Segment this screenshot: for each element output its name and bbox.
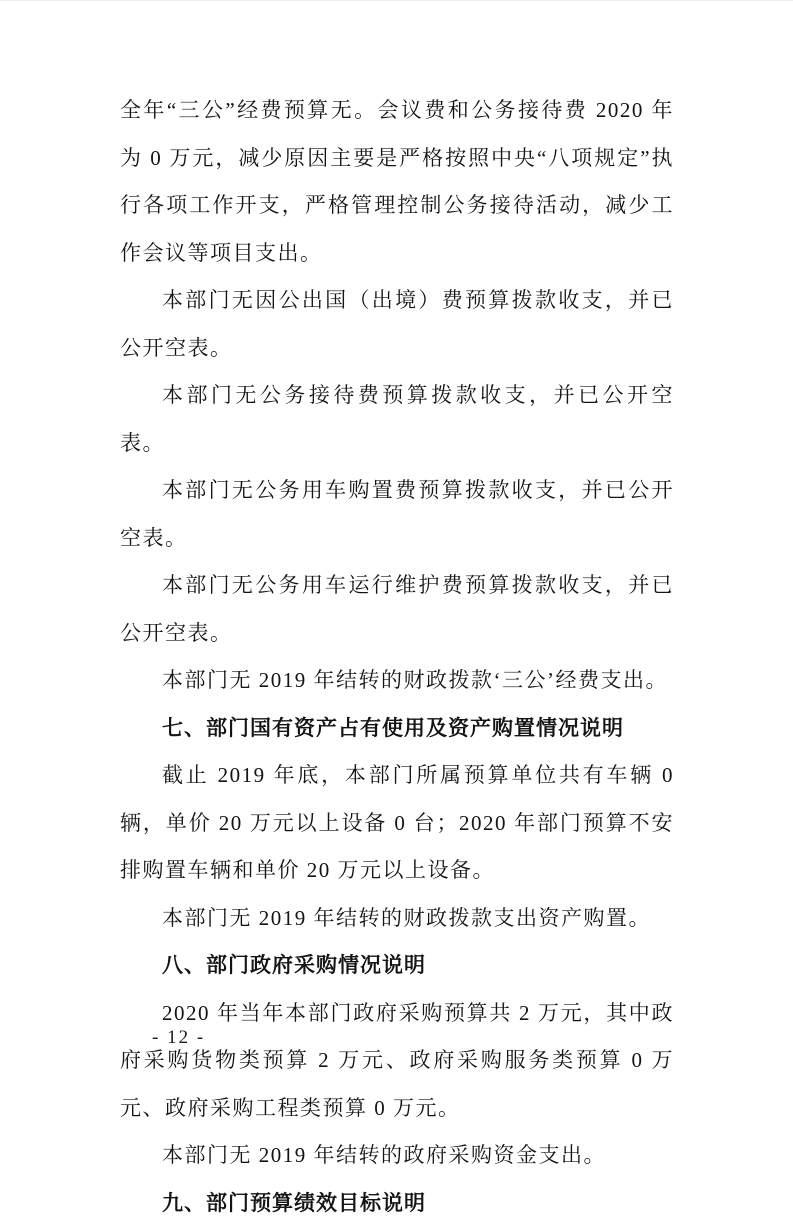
paragraph-assets-detail: 截止 2019 年底，本部门所属预算单位共有车辆 0 辆，单价 20 万元以上设备 0 台；2020 年部门预算不安排购置车辆和单价 20 万元以上设备。 <box>120 752 674 895</box>
page-number: - 12 - <box>152 1024 205 1052</box>
paragraph-vehicle-purchase-expense: 本部门无公务用车购置费预算拨款收支，并已公开空表。 <box>120 467 674 562</box>
section-heading-7-state-assets: 七、部门国有资产占有使用及资产购置情况说明 <box>120 705 674 753</box>
paragraph-abroad-expense: 本部门无因公出国（出境）费预算拨款收支，并已公开空表。 <box>120 277 674 372</box>
section-heading-8-procurement: 八、部门政府采购情况说明 <box>120 942 674 990</box>
paragraph-procurement-detail: 2020 年当年本部门政府采购预算共 2 万元，其中政府采购货物类预算 2 万元、政府采购服务类预算 0 万元、政府采购工程类预算 0 万元。 <box>120 990 674 1133</box>
paragraph-carryover-procurement: 本部门无 2019 年结转的政府采购资金支出。 <box>120 1132 674 1180</box>
document-body <box>120 87 674 1227</box>
paragraph-reception-expense: 本部门无公务接待费预算拨款收支，并已公开空表。 <box>120 372 674 467</box>
paragraph-sangong-summary: 全年“三公”经费预算无。会议费和公务接待费 2020 年为 0 万元，减少原因主要是严格按照中央“八项规定”执行各项工作开支，严格管理控制公务接待活动，减少工作会议等项目支出。 <box>120 87 674 277</box>
paragraph-carryover-assets: 本部门无 2019 年结转的财政拨款支出资产购置。 <box>120 895 674 943</box>
paragraph-vehicle-maintenance-expense: 本部门无公务用车运行维护费预算拨款收支，并已公开空表。 <box>120 562 674 657</box>
paragraph-carryover-sangong: 本部门无 2019 年结转的财政拨款‘三公’经费支出。 <box>120 657 674 705</box>
section-heading-9-performance: 九、部门预算绩效目标说明 <box>120 1180 674 1227</box>
